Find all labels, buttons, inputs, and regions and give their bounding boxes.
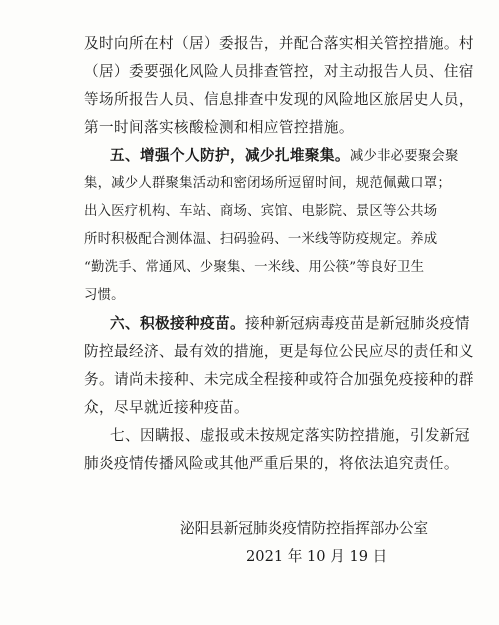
text-line: （居）委要强化风险人员排查管控，对主动报告人员、住宿 — [84, 63, 474, 80]
text-line: 所时积极配合测体温、扫码验码、一米线等防疫规定。养成 — [84, 232, 438, 247]
text-line: 务。请尚未接种、未完成全程接种或符合加强免疫接种的群 — [84, 371, 474, 388]
text-line: 众，尽早就近接种疫苗。 — [84, 399, 249, 416]
issue-date: 2021 年 10 月 19 日 — [246, 548, 388, 565]
text-line: 肺炎疫情传播风险或其他严重后果的，将依法追究责任。 — [84, 455, 459, 472]
issuing-organization: 泌阳县新冠肺炎疫情防控指挥部办公室 — [180, 520, 429, 537]
paragraph-4-continuation — [84, 30, 474, 142]
section-heading-5: 五、增强个人防护，减少扎堆聚集。 — [110, 147, 350, 164]
text-line: “勤洗手、常通风、少聚集、一米线、用公筷”等良好卫生 — [84, 260, 425, 275]
paragraph-5 — [84, 142, 459, 310]
text-line — [84, 310, 470, 338]
text-line: 七、因瞒报、虚报或未按规定落实防控措施，引发新冠 — [110, 427, 470, 444]
text-line: 及时向所在村（居）委报告，并配合落实相关管控措施。村 — [84, 35, 474, 52]
text-line: 等场所报告人员、信息排查中发现的风险地区旅居史人员， — [84, 91, 474, 108]
text-run: 接种新冠病毒疫苗是新冠肺炎疫情 — [244, 315, 470, 332]
text-line: 防控最经济、最有效的措施，更是每位公民应尽的责任和义 — [84, 343, 474, 360]
section-heading-6: 六、积极接种疫苗。 — [110, 315, 245, 332]
text-line: 集，减少人群聚集活动和密闭场所逗留时间，规范佩戴口罩； — [84, 176, 451, 191]
text-line: 习惯。 — [84, 288, 125, 303]
text-line — [84, 142, 459, 170]
paragraph-6 — [84, 310, 474, 422]
paragraph-7 — [84, 422, 470, 478]
text-line: 出入医疗机构、车站、商场、宾馆、电影院、景区等公共场 — [84, 204, 438, 219]
text-run: 减少非必要聚会聚 — [349, 149, 459, 164]
text-line: 第一时间落实核酸检测和相应管控措施。 — [84, 119, 354, 136]
